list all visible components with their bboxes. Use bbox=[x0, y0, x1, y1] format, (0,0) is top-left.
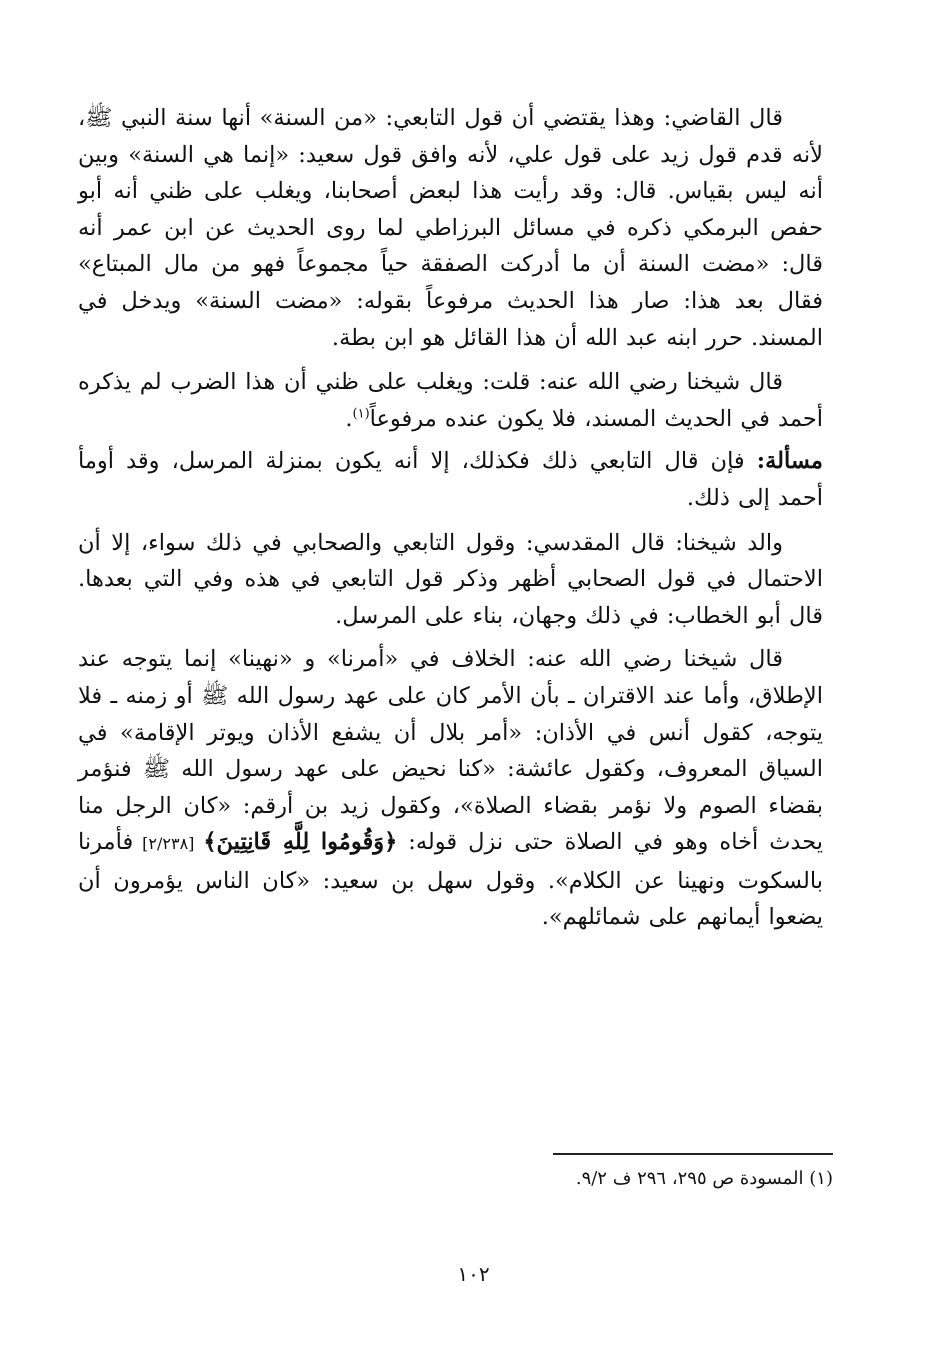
paragraph-amarna-nuhina bbox=[78, 641, 823, 936]
paragraph-amarna-text: قال شيخنا رضي الله عنه: الخلاف في «أمرنا» و «نهينا» إنما يتوجه عند الإطلاق، وأما عند الاقتران ـ بأن الأمر كان على عهد رسول الله ﷺ أو زمنه ـ فلا يتوجه، كقول أنس في الأذان: «أمر بلال أن يشفع الأذان ويوتر الإقامة» في السياق المعروف، وكقول عائشة: «كنا نحيض على عهد رسول الله ﷺ فنؤمر بقضاء الصوم ولا نؤمر بقضاء الصلاة»، وكقول زيد بن أرقم: «كان الرجل منا يحدث أخاه وهو في الصلاة حتى نزل قوله: bbox=[78, 646, 824, 856]
paragraph-shaykh-opinion bbox=[78, 364, 823, 437]
paragraph-maqdisi: والد شيخنا: قال المقدسي: وقول التابعي والصحابي في ذلك سواء، إلا أن الاحتمال في قول الصحابي أظهر وذكر قول التابعي في هذه وفي التي بعدها. قال أبو الخطاب: في ذلك وجهان، بناء على المرسل. bbox=[78, 529, 823, 629]
paragraph-shaykh-opinion-text: قال شيخنا رضي الله عنه: قلت: ويغلب على ظني أن هذا الضرب لم يذكره أحمد في الحديث المسند، فلا يكون عنده مرفوعاً bbox=[78, 369, 823, 432]
quran-verse: ﴿وَقُومُوا لِلَّهِ قَانِتِينَ﴾ bbox=[203, 829, 398, 856]
paragraph-shaykh-opinion-end: . bbox=[345, 405, 353, 432]
footnote: (١) المسودة ص ٢٩٥، ٢٩٦ ف ٩/٢. bbox=[575, 1168, 833, 1189]
paragraph-qadi: قال القاضي: وهذا يقتضي أن قول التابعي: «من السنة» أنها سنة النبي ﷺ، لأنه قدم قول زيد على قول علي، لأنه وافق قول سعيد: «إنما هي السنة» وبين أنه ليس بقياس. قال: وقد رأيت هذا لبعض أصحابنا، ويغلب على ظني أنه أبو حفص البرمكي ذكره في مسائل البرزاطي لما روى الحديث عن ابن عمر أنه قال: «مضت السنة أن ما أدركت الصفقة حياً مجموعاً فهو من مال المبتاع» فقال بعد هذا: صار هذا الحديث مرفوعاً بقوله: «مضت السنة» ويدخل في المسند. حرر ابنه عبد الله أن هذا القائل هو ابن بطة. bbox=[78, 105, 823, 351]
footnote-marker[interactable]: (١) bbox=[352, 406, 370, 422]
footnote-divider bbox=[553, 1153, 833, 1155]
masala-term: مسألة: bbox=[756, 448, 823, 475]
paragraph-amarna-end: فأمرنا بالسكوت ونهينا عن الكلام». وقول سهل بن سعيد: «كان الناس يؤمرون أن يضعوا أيمانهم على شمائلهم». bbox=[78, 829, 823, 931]
page-body bbox=[78, 100, 823, 936]
page-number: ١٠٢ bbox=[457, 1262, 490, 1286]
paragraph-masala bbox=[78, 443, 823, 516]
masala-text: فإن قال التابعي ذلك فكذلك، إلا أنه يكون بمنزلة المرسل، وقد أومأ أحمد إلى ذلك. bbox=[78, 448, 823, 511]
verse-reference: [٢/٢٣٨] bbox=[133, 834, 204, 854]
